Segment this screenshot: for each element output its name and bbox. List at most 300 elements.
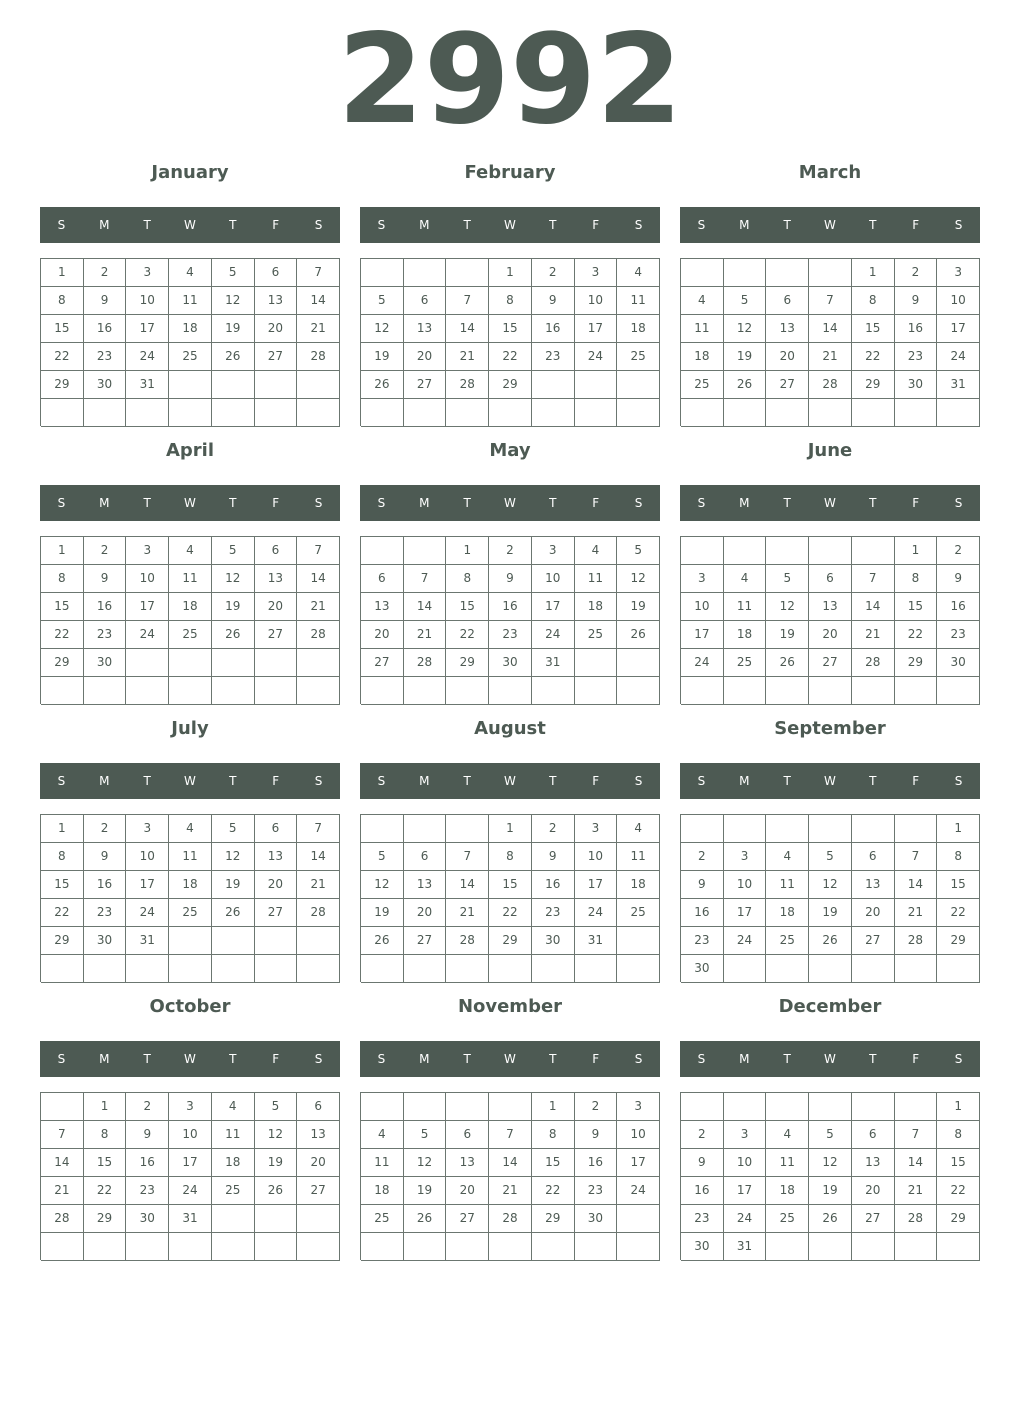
day-cell	[404, 1093, 447, 1121]
day-cell: 14	[489, 1149, 532, 1177]
day-cell: 15	[41, 593, 84, 621]
day-cell	[852, 1233, 895, 1261]
weekday-label: M	[99, 218, 110, 232]
day-cell: 11	[169, 287, 212, 315]
day-cell: 13	[361, 593, 404, 621]
day-cell: 19	[361, 899, 404, 927]
day-cell	[446, 815, 489, 843]
day-cell: 21	[41, 1177, 84, 1205]
day-grid	[680, 258, 980, 426]
day-cell: 8	[41, 843, 84, 871]
day-cell: 3	[575, 259, 618, 287]
day-cell	[169, 1233, 212, 1261]
day-cell: 8	[446, 565, 489, 593]
day-cell	[575, 677, 618, 705]
day-cell: 7	[809, 287, 852, 315]
day-cell: 9	[532, 843, 575, 871]
day-cell: 25	[766, 1205, 809, 1233]
day-cell: 8	[84, 1121, 127, 1149]
day-cell: 11	[766, 1149, 809, 1177]
month-name: August	[474, 718, 546, 739]
day-cell	[575, 649, 618, 677]
day-cell: 26	[212, 343, 255, 371]
day-cell: 22	[446, 621, 489, 649]
weekday-label: W	[504, 1052, 516, 1066]
day-cell: 28	[297, 621, 340, 649]
day-cell	[809, 399, 852, 427]
day-cell: 27	[852, 927, 895, 955]
day-cell	[404, 1233, 447, 1261]
day-cell	[852, 677, 895, 705]
day-cell: 27	[852, 1205, 895, 1233]
day-cell: 14	[41, 1149, 84, 1177]
day-cell: 17	[169, 1149, 212, 1177]
weekday-label: S	[697, 496, 706, 510]
day-cell: 13	[766, 315, 809, 343]
day-cell	[681, 1093, 724, 1121]
day-cell	[361, 399, 404, 427]
day-cell: 1	[41, 259, 84, 287]
weekday-label: W	[824, 774, 836, 788]
weekday-header	[40, 207, 340, 243]
weekday-label: S	[697, 774, 706, 788]
day-cell: 17	[681, 621, 724, 649]
day-cell: 2	[84, 259, 127, 287]
weekday-label: F	[912, 1052, 920, 1066]
day-cell	[297, 1233, 340, 1261]
day-cell: 29	[446, 649, 489, 677]
weekday-label: S	[954, 774, 963, 788]
day-cell: 17	[617, 1149, 660, 1177]
day-cell	[895, 1233, 938, 1261]
day-cell: 6	[404, 287, 447, 315]
day-cell	[852, 955, 895, 983]
day-cell	[212, 955, 255, 983]
day-cell	[297, 371, 340, 399]
day-cell: 9	[681, 871, 724, 899]
day-cell: 31	[575, 927, 618, 955]
day-cell	[489, 1233, 532, 1261]
day-cell	[895, 677, 938, 705]
day-cell: 1	[446, 537, 489, 565]
day-cell: 27	[297, 1177, 340, 1205]
day-cell	[255, 955, 298, 983]
day-cell: 15	[937, 871, 980, 899]
day-cell	[41, 1233, 84, 1261]
day-cell	[404, 955, 447, 983]
day-cell	[169, 927, 212, 955]
day-cell: 15	[532, 1149, 575, 1177]
day-cell: 28	[404, 649, 447, 677]
day-cell: 6	[255, 537, 298, 565]
day-cell: 11	[361, 1149, 404, 1177]
day-cell: 16	[681, 899, 724, 927]
day-cell	[809, 259, 852, 287]
day-cell: 23	[84, 899, 127, 927]
day-cell: 1	[937, 1093, 980, 1121]
day-cell: 14	[297, 565, 340, 593]
day-cell: 21	[297, 315, 340, 343]
day-cell: 20	[255, 315, 298, 343]
day-cell: 18	[617, 871, 660, 899]
day-cell: 18	[575, 593, 618, 621]
day-cell: 3	[937, 259, 980, 287]
day-cell: 11	[169, 843, 212, 871]
day-cell: 7	[489, 1121, 532, 1149]
day-cell: 2	[489, 537, 532, 565]
weekday-label: S	[954, 496, 963, 510]
day-grid	[40, 1092, 340, 1260]
day-cell: 26	[212, 621, 255, 649]
day-cell: 4	[681, 287, 724, 315]
day-cell	[895, 815, 938, 843]
weekday-label: T	[229, 218, 237, 232]
day-cell	[212, 649, 255, 677]
day-cell	[169, 371, 212, 399]
weekday-header	[680, 1041, 980, 1077]
weekday-label: T	[549, 218, 557, 232]
day-cell	[41, 955, 84, 983]
day-cell: 18	[212, 1149, 255, 1177]
day-cell	[404, 677, 447, 705]
day-cell: 21	[297, 593, 340, 621]
day-cell: 24	[724, 1205, 767, 1233]
day-cell: 26	[361, 927, 404, 955]
weekday-label: T	[549, 496, 557, 510]
day-cell	[575, 1233, 618, 1261]
weekday-label: T	[869, 774, 877, 788]
weekday-label: S	[377, 218, 386, 232]
day-cell: 31	[169, 1205, 212, 1233]
day-cell: 13	[446, 1149, 489, 1177]
weekday-label: M	[419, 218, 430, 232]
day-cell: 7	[297, 259, 340, 287]
day-cell: 1	[41, 537, 84, 565]
day-cell: 29	[895, 649, 938, 677]
day-cell: 28	[446, 371, 489, 399]
day-cell	[126, 955, 169, 983]
month-name: April	[165, 440, 215, 461]
day-cell: 21	[489, 1177, 532, 1205]
day-cell: 26	[212, 899, 255, 927]
day-grid	[40, 814, 340, 982]
day-cell	[724, 537, 767, 565]
day-cell: 22	[532, 1177, 575, 1205]
day-cell	[404, 537, 447, 565]
weekday-label: T	[783, 496, 791, 510]
day-cell	[895, 1093, 938, 1121]
day-cell: 3	[617, 1093, 660, 1121]
day-cell: 14	[297, 287, 340, 315]
day-cell: 17	[724, 1177, 767, 1205]
day-cell	[169, 649, 212, 677]
weekday-label: T	[783, 1052, 791, 1066]
weekday-label: T	[143, 1052, 151, 1066]
weekday-label: W	[184, 1052, 196, 1066]
weekday-label: S	[954, 1052, 963, 1066]
weekday-label: S	[634, 774, 643, 788]
day-cell	[169, 677, 212, 705]
day-cell: 20	[809, 621, 852, 649]
day-cell	[361, 1233, 404, 1261]
day-cell	[489, 955, 532, 983]
weekday-label: M	[419, 1052, 430, 1066]
day-cell: 19	[724, 343, 767, 371]
day-cell: 4	[169, 815, 212, 843]
day-cell: 21	[446, 343, 489, 371]
day-cell: 7	[852, 565, 895, 593]
day-cell: 28	[489, 1205, 532, 1233]
day-cell: 15	[84, 1149, 127, 1177]
weekday-label: T	[463, 1052, 471, 1066]
day-cell	[255, 1233, 298, 1261]
day-cell	[84, 1233, 127, 1261]
day-cell: 21	[852, 621, 895, 649]
day-cell	[766, 399, 809, 427]
day-cell: 9	[84, 843, 127, 871]
day-cell: 19	[809, 899, 852, 927]
day-cell: 6	[809, 565, 852, 593]
day-cell: 21	[809, 343, 852, 371]
day-cell: 30	[895, 371, 938, 399]
day-cell: 8	[41, 287, 84, 315]
day-cell	[937, 1233, 980, 1261]
day-cell: 30	[84, 927, 127, 955]
day-cell: 28	[852, 649, 895, 677]
day-cell	[809, 815, 852, 843]
day-cell: 18	[766, 899, 809, 927]
day-cell: 4	[169, 259, 212, 287]
day-cell: 26	[361, 371, 404, 399]
day-cell: 19	[361, 343, 404, 371]
day-cell: 29	[489, 371, 532, 399]
day-cell: 28	[809, 371, 852, 399]
day-cell	[681, 259, 724, 287]
day-cell	[212, 371, 255, 399]
weekday-label: F	[912, 218, 920, 232]
day-grid	[680, 814, 980, 982]
day-cell	[532, 399, 575, 427]
day-cell: 24	[724, 927, 767, 955]
day-cell: 19	[404, 1177, 447, 1205]
day-cell	[404, 399, 447, 427]
day-cell: 11	[766, 871, 809, 899]
day-cell	[724, 955, 767, 983]
day-cell: 13	[404, 871, 447, 899]
day-grid	[360, 1092, 660, 1260]
day-cell: 12	[212, 843, 255, 871]
day-cell: 13	[297, 1121, 340, 1149]
day-cell: 13	[404, 315, 447, 343]
day-cell	[255, 1205, 298, 1233]
day-cell: 22	[937, 1177, 980, 1205]
day-cell: 17	[724, 899, 767, 927]
day-cell: 30	[575, 1205, 618, 1233]
day-cell: 10	[169, 1121, 212, 1149]
day-cell	[212, 1233, 255, 1261]
day-cell: 10	[532, 565, 575, 593]
day-cell: 18	[361, 1177, 404, 1205]
day-cell: 22	[937, 899, 980, 927]
day-cell: 8	[489, 287, 532, 315]
day-cell: 6	[446, 1121, 489, 1149]
day-cell: 7	[404, 565, 447, 593]
weekday-label: S	[57, 1052, 66, 1066]
day-cell	[489, 399, 532, 427]
day-cell: 24	[575, 899, 618, 927]
day-cell	[361, 259, 404, 287]
day-cell	[852, 1093, 895, 1121]
day-cell: 12	[809, 871, 852, 899]
day-cell: 10	[126, 565, 169, 593]
day-cell: 17	[575, 315, 618, 343]
day-cell: 10	[724, 871, 767, 899]
day-cell: 1	[41, 815, 84, 843]
weekday-label: T	[143, 218, 151, 232]
day-cell: 24	[126, 899, 169, 927]
day-cell: 16	[937, 593, 980, 621]
day-cell	[361, 677, 404, 705]
day-cell: 4	[575, 537, 618, 565]
day-cell: 1	[532, 1093, 575, 1121]
day-cell: 27	[446, 1205, 489, 1233]
day-cell: 16	[84, 315, 127, 343]
weekday-label: T	[783, 218, 791, 232]
weekday-label: T	[229, 774, 237, 788]
day-cell: 11	[169, 565, 212, 593]
day-cell: 13	[852, 871, 895, 899]
day-cell: 29	[852, 371, 895, 399]
day-cell: 1	[937, 815, 980, 843]
weekday-label: W	[504, 774, 516, 788]
day-cell	[724, 677, 767, 705]
day-cell: 27	[809, 649, 852, 677]
day-cell	[255, 927, 298, 955]
weekday-label: S	[57, 218, 66, 232]
day-cell: 24	[169, 1177, 212, 1205]
day-cell	[169, 399, 212, 427]
day-cell	[809, 1233, 852, 1261]
day-cell: 27	[404, 927, 447, 955]
day-cell: 28	[41, 1205, 84, 1233]
weekday-label: S	[697, 1052, 706, 1066]
day-cell: 28	[297, 343, 340, 371]
month-name: September	[774, 718, 886, 739]
day-cell: 12	[212, 565, 255, 593]
day-cell: 27	[255, 899, 298, 927]
day-cell: 23	[489, 621, 532, 649]
year-title: 2992	[337, 8, 683, 152]
weekday-label: S	[57, 496, 66, 510]
month-name: May	[489, 440, 531, 461]
day-cell: 29	[489, 927, 532, 955]
day-cell	[446, 1093, 489, 1121]
weekday-label: W	[504, 218, 516, 232]
day-cell: 5	[361, 843, 404, 871]
weekday-label: W	[824, 496, 836, 510]
day-cell: 23	[84, 343, 127, 371]
day-cell: 23	[681, 1205, 724, 1233]
day-cell: 25	[681, 371, 724, 399]
day-cell	[126, 677, 169, 705]
day-cell: 26	[809, 927, 852, 955]
day-cell: 17	[126, 593, 169, 621]
weekday-label: F	[592, 774, 600, 788]
day-cell: 20	[446, 1177, 489, 1205]
weekday-header	[680, 485, 980, 521]
day-cell: 2	[532, 259, 575, 287]
weekday-label: M	[739, 218, 750, 232]
day-cell: 20	[297, 1149, 340, 1177]
day-cell: 7	[297, 537, 340, 565]
weekday-label: T	[463, 218, 471, 232]
day-cell: 24	[126, 621, 169, 649]
day-cell: 31	[126, 927, 169, 955]
day-cell: 3	[126, 815, 169, 843]
day-cell: 6	[297, 1093, 340, 1121]
day-grid	[680, 1092, 980, 1260]
day-cell: 9	[84, 287, 127, 315]
day-cell: 27	[766, 371, 809, 399]
day-cell	[617, 955, 660, 983]
day-cell: 11	[617, 843, 660, 871]
day-cell: 14	[446, 871, 489, 899]
day-cell: 30	[937, 649, 980, 677]
weekday-label: T	[143, 774, 151, 788]
day-cell: 3	[169, 1093, 212, 1121]
day-cell: 30	[84, 649, 127, 677]
weekday-label: F	[272, 1052, 280, 1066]
day-cell: 30	[532, 927, 575, 955]
day-cell: 23	[895, 343, 938, 371]
day-cell	[766, 1233, 809, 1261]
day-cell: 9	[532, 287, 575, 315]
weekday-label: W	[184, 774, 196, 788]
day-cell	[617, 927, 660, 955]
day-grid	[360, 536, 660, 704]
day-cell: 5	[809, 1121, 852, 1149]
day-cell	[617, 649, 660, 677]
day-cell	[255, 649, 298, 677]
day-cell: 14	[895, 871, 938, 899]
month-name: November	[457, 996, 563, 1017]
day-cell	[404, 815, 447, 843]
day-cell: 27	[404, 371, 447, 399]
day-cell: 21	[297, 871, 340, 899]
day-cell: 26	[404, 1205, 447, 1233]
day-cell: 18	[766, 1177, 809, 1205]
day-cell: 16	[895, 315, 938, 343]
day-cell	[41, 399, 84, 427]
day-cell: 22	[489, 899, 532, 927]
weekday-label: F	[912, 774, 920, 788]
day-cell: 29	[41, 649, 84, 677]
day-cell: 14	[297, 843, 340, 871]
weekday-header	[40, 485, 340, 521]
day-cell: 29	[937, 927, 980, 955]
weekday-label: T	[463, 774, 471, 788]
day-cell: 4	[766, 1121, 809, 1149]
day-cell: 20	[255, 871, 298, 899]
day-grid	[40, 258, 340, 426]
weekday-header	[680, 763, 980, 799]
day-cell: 5	[212, 815, 255, 843]
day-cell: 3	[126, 259, 169, 287]
day-cell: 24	[681, 649, 724, 677]
day-cell: 18	[169, 593, 212, 621]
day-cell: 6	[361, 565, 404, 593]
weekday-label: S	[377, 1052, 386, 1066]
